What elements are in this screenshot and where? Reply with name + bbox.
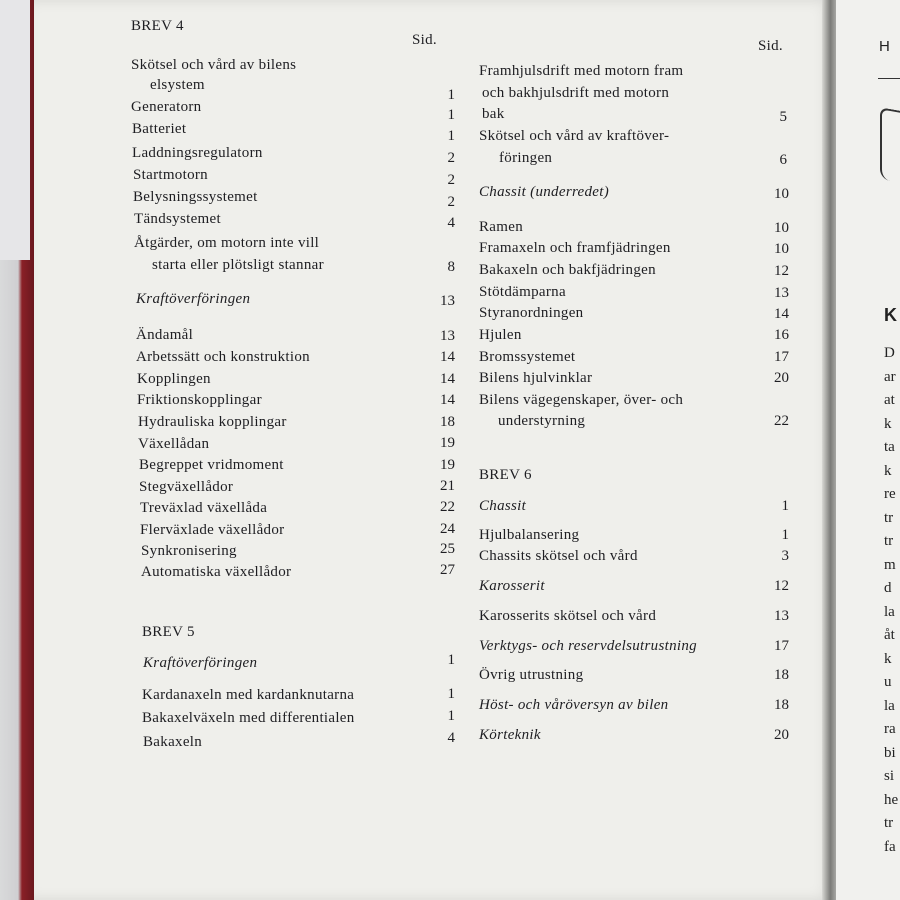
page-number: 12 xyxy=(774,263,789,279)
toc-entry: Åtgärder, om motorn inte vill xyxy=(134,235,320,251)
toc-entry: Bakaxelväxeln med differentialen xyxy=(142,710,355,726)
facing-page-line: si xyxy=(884,768,895,784)
facing-page-heading: K xyxy=(884,305,897,325)
page-number: 14 xyxy=(440,371,455,387)
toc-entry-cont: understyrning xyxy=(498,413,586,429)
page-number: 17 xyxy=(774,349,789,365)
page-number: 18 xyxy=(440,414,455,430)
toc-entry: Framaxeln och framfjädringen xyxy=(479,240,671,256)
sid-label-right: Sid. xyxy=(758,38,783,54)
page-number: 13 xyxy=(774,285,789,301)
facing-page-line: he xyxy=(884,791,899,808)
facing-page-illustration xyxy=(880,107,900,185)
toc-entry: Friktionskopplingar xyxy=(137,392,262,408)
page-number: 3 xyxy=(781,548,789,564)
page-number: 25 xyxy=(440,541,455,557)
toc-entry: Treväxlad växellåda xyxy=(140,500,268,516)
page-number: 27 xyxy=(440,562,455,578)
toc-entry: Växellådan xyxy=(138,436,210,452)
toc-entry: Begreppet vridmoment xyxy=(139,457,284,473)
facing-page-line: d xyxy=(884,580,892,596)
facing-page-line: tr xyxy=(884,533,894,549)
facing-page-line: fa xyxy=(884,838,896,855)
toc-entry: Hjulen xyxy=(479,327,522,343)
page-number: 1 xyxy=(781,527,789,543)
toc-section: Chassit xyxy=(479,498,527,514)
page-number: 1 xyxy=(781,498,789,514)
facing-page-line: ra xyxy=(884,721,896,737)
page-number: 16 xyxy=(774,327,789,343)
page-number: 14 xyxy=(774,306,789,322)
facing-page-line: ta xyxy=(884,439,895,455)
toc-entry: Flerväxlade växellådor xyxy=(140,522,285,538)
toc-entry: Startmotorn xyxy=(133,167,208,183)
toc-entry: Skötsel och vård av bilens xyxy=(131,57,297,73)
facing-page-line: m xyxy=(884,556,896,573)
page-number: 1 xyxy=(447,87,455,103)
page-number: 2 xyxy=(447,172,455,188)
page-number: 20 xyxy=(774,370,789,386)
toc-entry-cont: elsystem xyxy=(150,77,205,93)
toc-entry: Laddningsregulatorn xyxy=(132,145,263,161)
toc-entry: Styranordningen xyxy=(479,305,584,321)
page-number: 12 xyxy=(774,578,789,594)
page-number: 22 xyxy=(440,499,455,515)
page-number: 19 xyxy=(440,457,455,473)
toc-section: Körteknik xyxy=(479,727,541,743)
page-number: 8 xyxy=(447,259,455,275)
toc-section: Verktygs- och reservdelsutrustning xyxy=(479,638,697,654)
toc-entry: Karosserits skötsel och vård xyxy=(479,608,657,624)
toc-entry: Ändamål xyxy=(136,327,194,343)
toc-entry: Bromssystemet xyxy=(479,349,576,365)
toc-entry: Bakaxeln och bakfjädringen xyxy=(479,262,656,278)
page-number: 1 xyxy=(447,128,455,144)
toc-entry: Automatiska växellådor xyxy=(141,564,292,580)
toc-entry: Ramen xyxy=(479,219,523,235)
facing-page-line: tr xyxy=(884,509,894,526)
page-number: 17 xyxy=(774,638,789,654)
page-number: 13 xyxy=(440,328,455,344)
page-number: 1 xyxy=(447,708,455,724)
page-number: 1 xyxy=(447,652,455,668)
page-number: 10 xyxy=(774,220,789,236)
page-number: 10 xyxy=(774,186,789,202)
toc-entry: Kardanaxeln med kardanknutarna xyxy=(142,687,355,703)
brev4-heading: BREV 4 xyxy=(131,18,184,34)
toc-entry: Arbetssätt och konstruktion xyxy=(136,349,310,365)
page-number: 21 xyxy=(440,478,455,494)
toc-entry: Stötdämparna xyxy=(479,284,566,300)
toc-entry: Belysningssystemet xyxy=(133,189,258,205)
page-number: 22 xyxy=(774,413,789,429)
toc-entry: Bakaxeln xyxy=(143,734,203,750)
toc-entry: Hydrauliska kopplingar xyxy=(138,414,287,430)
toc-entry-cont: föringen xyxy=(499,150,553,166)
toc-section: Chassit (underredet) xyxy=(479,184,610,200)
toc-entry: Övrig utrustning xyxy=(479,667,584,683)
facing-page-line: bi xyxy=(884,744,896,761)
page-number: 2 xyxy=(447,194,455,210)
toc-section: Kraftöverföringen xyxy=(143,655,258,671)
toc-entry: Kopplingen xyxy=(137,371,211,387)
facing-page-line: åt xyxy=(884,627,895,643)
page-gutter xyxy=(822,0,836,900)
sid-label-left: Sid. xyxy=(412,32,437,48)
page-number: 24 xyxy=(440,521,455,537)
toc-entry: Skötsel och vård av kraftöver- xyxy=(479,128,670,144)
page-number: 6 xyxy=(779,152,787,168)
toc-section: Karosserit xyxy=(479,578,545,594)
facing-page-line: at xyxy=(884,392,895,408)
toc-entry: Chassits skötsel och vård xyxy=(479,548,638,564)
toc-entry: Hjulbalansering xyxy=(479,527,580,543)
toc-entry: Synkronisering xyxy=(141,543,237,559)
page-number: 19 xyxy=(440,435,455,451)
toc-entry: Stegväxellådor xyxy=(139,479,234,495)
page-number: 13 xyxy=(774,608,789,624)
page-number: 1 xyxy=(447,107,455,123)
toc-entry-cont: och bakhjulsdrift med motorn xyxy=(482,85,670,101)
toc-entry: Framhjulsdrift med motorn fram xyxy=(479,63,684,79)
background-table xyxy=(0,0,30,260)
facing-page-line: k xyxy=(884,650,892,667)
page-number: 4 xyxy=(447,730,455,746)
brev6-heading: BREV 6 xyxy=(479,467,532,483)
toc-section: Höst- och våröversyn av bilen xyxy=(479,697,669,713)
page-number: 2 xyxy=(447,150,455,166)
facing-page-header: H xyxy=(879,38,892,55)
page-number: 13 xyxy=(440,293,455,309)
facing-page-line: re xyxy=(884,486,896,502)
facing-page-line: D xyxy=(884,345,895,361)
facing-page-line: k xyxy=(884,462,892,479)
facing-page-rule xyxy=(878,78,900,79)
toc-entry: Bilens vägegenskaper, över- och xyxy=(479,392,684,408)
toc-entry: Batteriet xyxy=(132,121,187,137)
page-number: 14 xyxy=(440,349,455,365)
brev5-heading: BREV 5 xyxy=(142,624,195,640)
page-number: 18 xyxy=(774,697,789,713)
facing-page-line: u xyxy=(884,674,892,690)
page-number: 5 xyxy=(779,109,787,125)
facing-page-line: la xyxy=(884,603,895,620)
facing-page-line: ar xyxy=(884,368,896,385)
toc-entry-cont: starta eller plötsligt stannar xyxy=(152,257,324,273)
toc-entry-cont: bak xyxy=(482,106,505,122)
page-number: 4 xyxy=(447,215,455,231)
page-number: 20 xyxy=(774,727,789,743)
facing-page-line: la xyxy=(884,697,895,714)
toc-entry: Generatorn xyxy=(131,99,202,115)
page-number: 1 xyxy=(447,686,455,702)
page-number: 14 xyxy=(440,392,455,408)
toc-entry: Tändsystemet xyxy=(134,211,221,227)
facing-page-line: tr xyxy=(884,815,894,831)
page-number: 10 xyxy=(774,241,789,257)
page-number: 18 xyxy=(774,667,789,683)
toc-entry: Bilens hjulvinklar xyxy=(479,370,593,386)
facing-page-line: k xyxy=(884,415,892,432)
toc-section: Kraftöverföringen xyxy=(136,291,251,307)
